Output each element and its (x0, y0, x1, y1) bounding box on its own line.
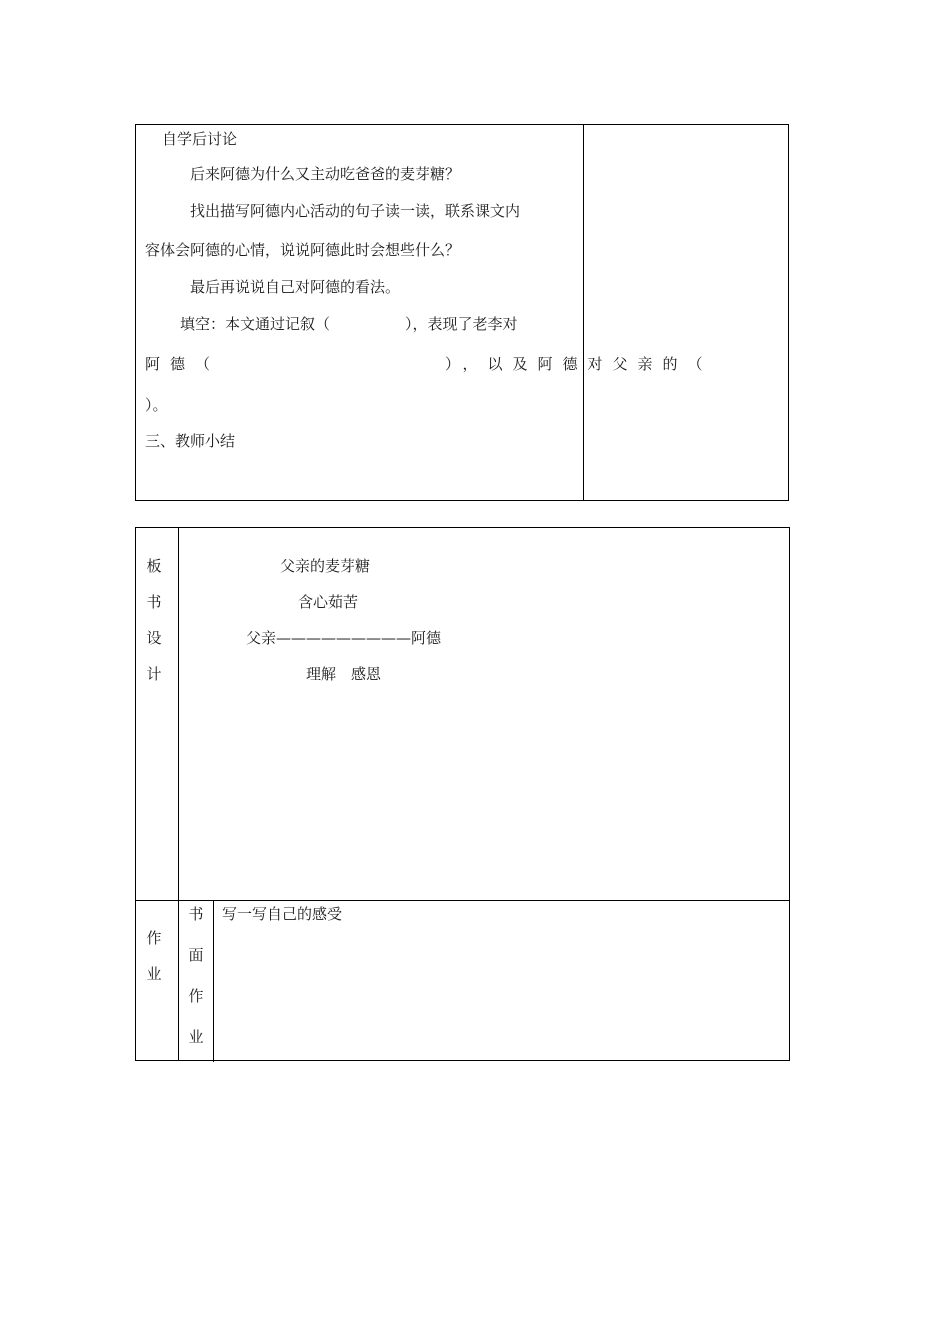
question-two-line-two: 容体会阿德的心情，说说阿德此时会想些什么？ (145, 241, 461, 259)
row-divider (136, 900, 789, 901)
question-two-line-one: 找出描写阿德内心活动的句子读一读，联系课文内 (190, 202, 521, 220)
board-design-label-char: 设 (146, 629, 162, 647)
fill-in-line-three: ）。 (145, 396, 168, 414)
written-homework-label-char: 作 (188, 987, 204, 1005)
fill-in-line-two: 阿德（ ），以及阿德对父亲的（ (145, 355, 713, 373)
written-homework-label-char: 书 (188, 905, 204, 923)
homework-label-char: 业 (146, 965, 162, 983)
homework-label-char: 作 (146, 929, 162, 947)
board-homework-table (135, 527, 790, 1061)
label-column-divider (178, 528, 179, 1060)
section-teacher-summary: 三、教师小结 (145, 432, 236, 450)
written-homework-label-char: 面 (188, 946, 204, 964)
column-divider (583, 125, 584, 500)
board-title: 父亲的麦芽糖 (280, 557, 371, 575)
board-relation: 父亲—————————阿德 (246, 629, 442, 647)
question-one: 后来阿德为什么又主动吃爸爸的麦芽糖？ (190, 165, 461, 183)
board-keywords: 理解 感恩 (306, 665, 382, 683)
homework-content: 写一写自己的感受 (222, 905, 343, 923)
question-three: 最后再说说自己对阿德的看法。 (190, 278, 401, 296)
homework-sub-divider (213, 900, 214, 1062)
board-design-label-char: 计 (146, 665, 162, 683)
board-design-label-char: 板 (146, 557, 162, 575)
discussion-heading: 自学后讨论 (162, 130, 238, 148)
written-homework-label-char: 业 (188, 1028, 204, 1046)
board-design-label-char: 书 (146, 593, 162, 611)
board-subtitle: 含心茹苦 (298, 593, 359, 611)
lesson-process-table (135, 124, 789, 501)
fill-in-line-one: 填空：本文通过记叙（ ），表现了老李对 (180, 315, 518, 333)
